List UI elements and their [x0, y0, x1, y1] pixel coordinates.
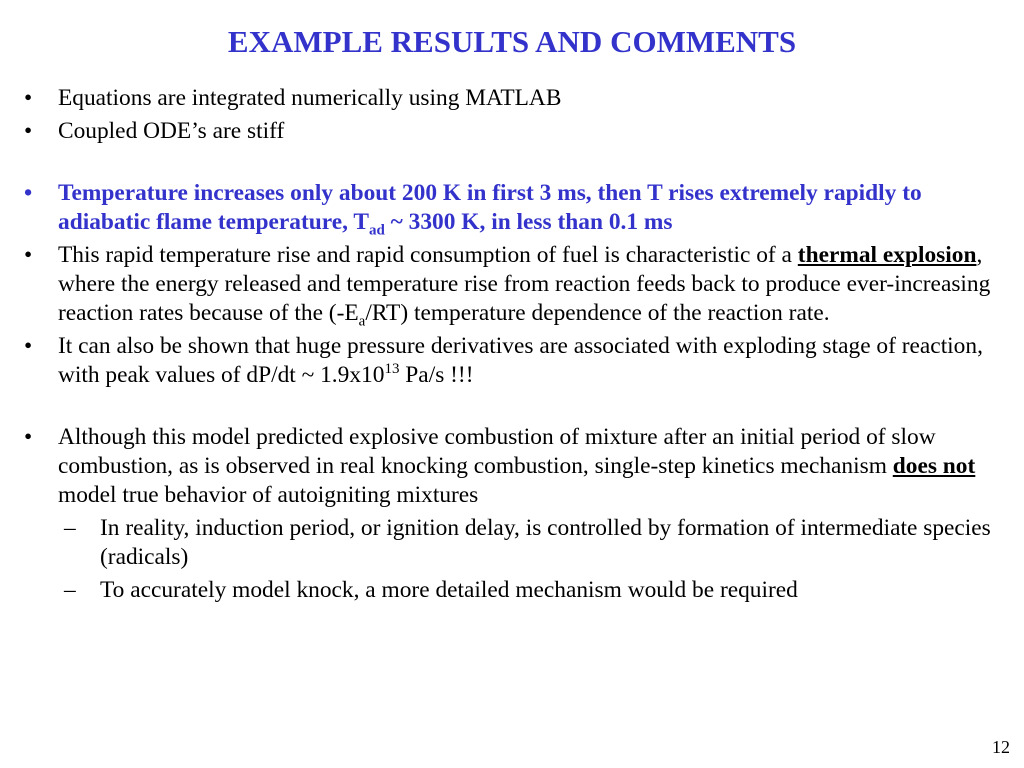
- superscript-13: 13: [384, 361, 400, 378]
- bullet-text: Equations are integrated numerically using MATLAB: [58, 85, 562, 111]
- sub-bullet-detailed-mechanism: [64, 576, 1009, 605]
- slide-content: [24, 84, 1009, 609]
- bullet-text: /RT) temperature dependence of the reaction rate.: [365, 300, 830, 326]
- bullet-temperature-rise: [24, 179, 1009, 237]
- bullet-text: , where the energy released and temperature rise from reaction feeds back to produce ever-increasing reaction rates because of the (-E: [58, 242, 991, 326]
- bullet-thermal-explosion: [24, 241, 1009, 328]
- slide-title: EXAMPLE RESULTS AND COMMENTS: [227, 24, 797, 59]
- emphasis-thermal-explosion: thermal explosion: [797, 242, 977, 268]
- bullet-text: Pa/s !!!: [399, 362, 474, 388]
- subscript-a: a: [358, 313, 366, 330]
- page-number: 12: [992, 737, 1010, 757]
- bullet-model-limitations: [24, 423, 1009, 510]
- sub-bullet-induction-period: [64, 514, 1009, 572]
- bullet-pressure-derivatives: [24, 332, 1009, 390]
- bullet-text: This rapid temperature rise and rapid consumption of fuel is characteristic of a: [58, 242, 798, 268]
- sub-bullet-text: In reality, induction period, or ignition delay, is controlled by formation of intermediate species (radicals): [100, 515, 991, 570]
- bullet-text: It can also be shown that huge pressure derivatives are associated with exploding stage of reaction, with peak values of dP/dt ~ 1.9x10: [58, 333, 983, 388]
- bullet-text: Temperature increases only about 200 K in first 3 ms, then T rises extremely rapidly to adiabatic flame temperature, T: [58, 180, 922, 235]
- sub-bullet-text: To accurately model knock, a more detailed mechanism would be required: [100, 577, 798, 603]
- bullet-text: Although this model predicted explosive combustion of mixture after an initial period of slow combustion, as is observed in real knocking combustion, single-step kinetics mechanism: [58, 424, 936, 479]
- bullet-text: ~ 3300 K, in less than 0.1 ms: [384, 209, 673, 235]
- bullet-stiff-odes: [24, 117, 1009, 146]
- emphasis-does-not: does not: [892, 453, 976, 479]
- bullet-matlab: [24, 84, 1009, 113]
- bullet-text: Coupled ODE’s are stiff: [58, 118, 285, 144]
- subscript-ad: ad: [368, 222, 385, 239]
- bullet-text: model true behavior of autoigniting mixtures: [58, 482, 479, 508]
